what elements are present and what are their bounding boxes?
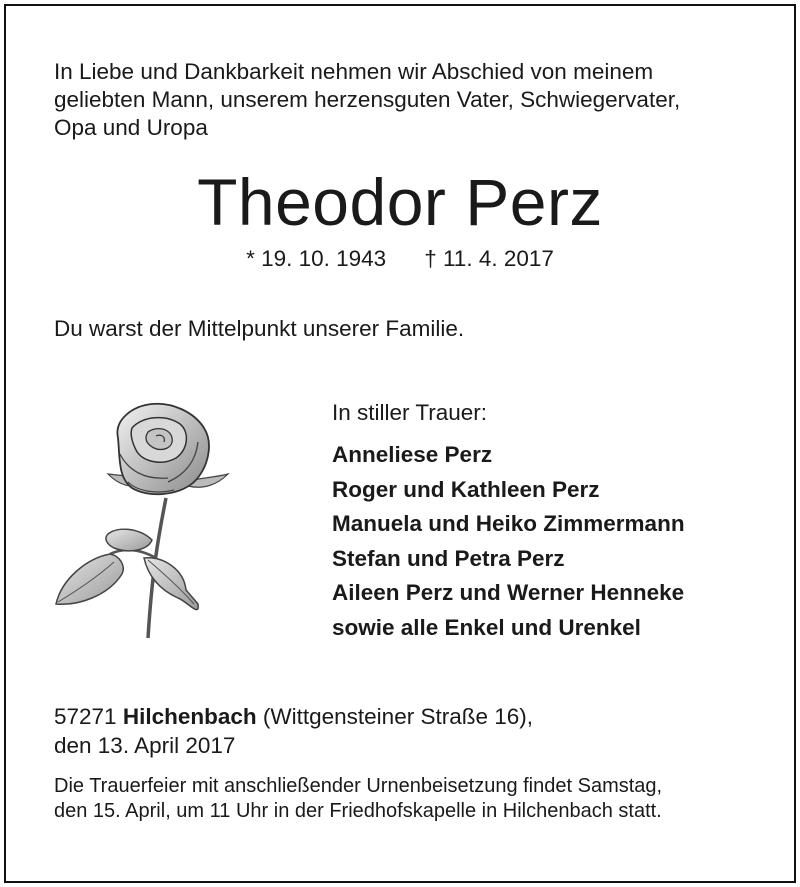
address-line [54,702,533,731]
mourner-name: Aileen Perz und Werner Henneke [332,580,685,605]
address-date: den 13. April 2017 [54,733,236,758]
death-date: † 11. 4. 2017 [424,246,554,271]
intro-text [54,58,754,142]
mourner-name: Manuela und Heiko Zimmermann [332,511,685,536]
rose-icon [48,398,258,640]
intro-line-2: geliebten Mann, unserem herzensguten Vater, Schwiegervater, [54,87,681,112]
mourners-list [332,438,685,645]
intro-line-3: Opa und Uropa [54,115,208,140]
address-block [54,702,533,760]
town: Hilchenbach [122,704,257,729]
deceased-name: Theodor Perz [197,165,603,239]
notice-line-1: Die Trauerfeier mit anschließender Urnenbeisetzung findet Samstag, [54,775,663,797]
life-dates [0,244,800,274]
mourner-name: Anneliese Perz [332,442,493,467]
mourner-name: Roger und Kathleen Perz [332,476,600,502]
birth-date: * 19. 10. 1943 [246,246,387,271]
mourner-name: Stefan und Petra Perz [332,545,565,571]
street: (Wittgensteiner Straße 16), [262,704,533,729]
mourner-name: sowie alle Enkel und Urenkel [332,614,641,640]
intro-line-1: In Liebe und Dankbarkeit nehmen wir Abschied von meinem [54,59,654,84]
mourners-heading: In stiller Trauer: [332,400,488,425]
funeral-notice [54,774,662,824]
motto: Du warst der Mittelpunkt unserer Familie. [54,316,465,341]
postcode: 57271 [54,704,117,729]
notice-line-2: den 15. April, um 11 Uhr in der Friedhofskapelle in Hilchenbach statt. [54,800,662,822]
